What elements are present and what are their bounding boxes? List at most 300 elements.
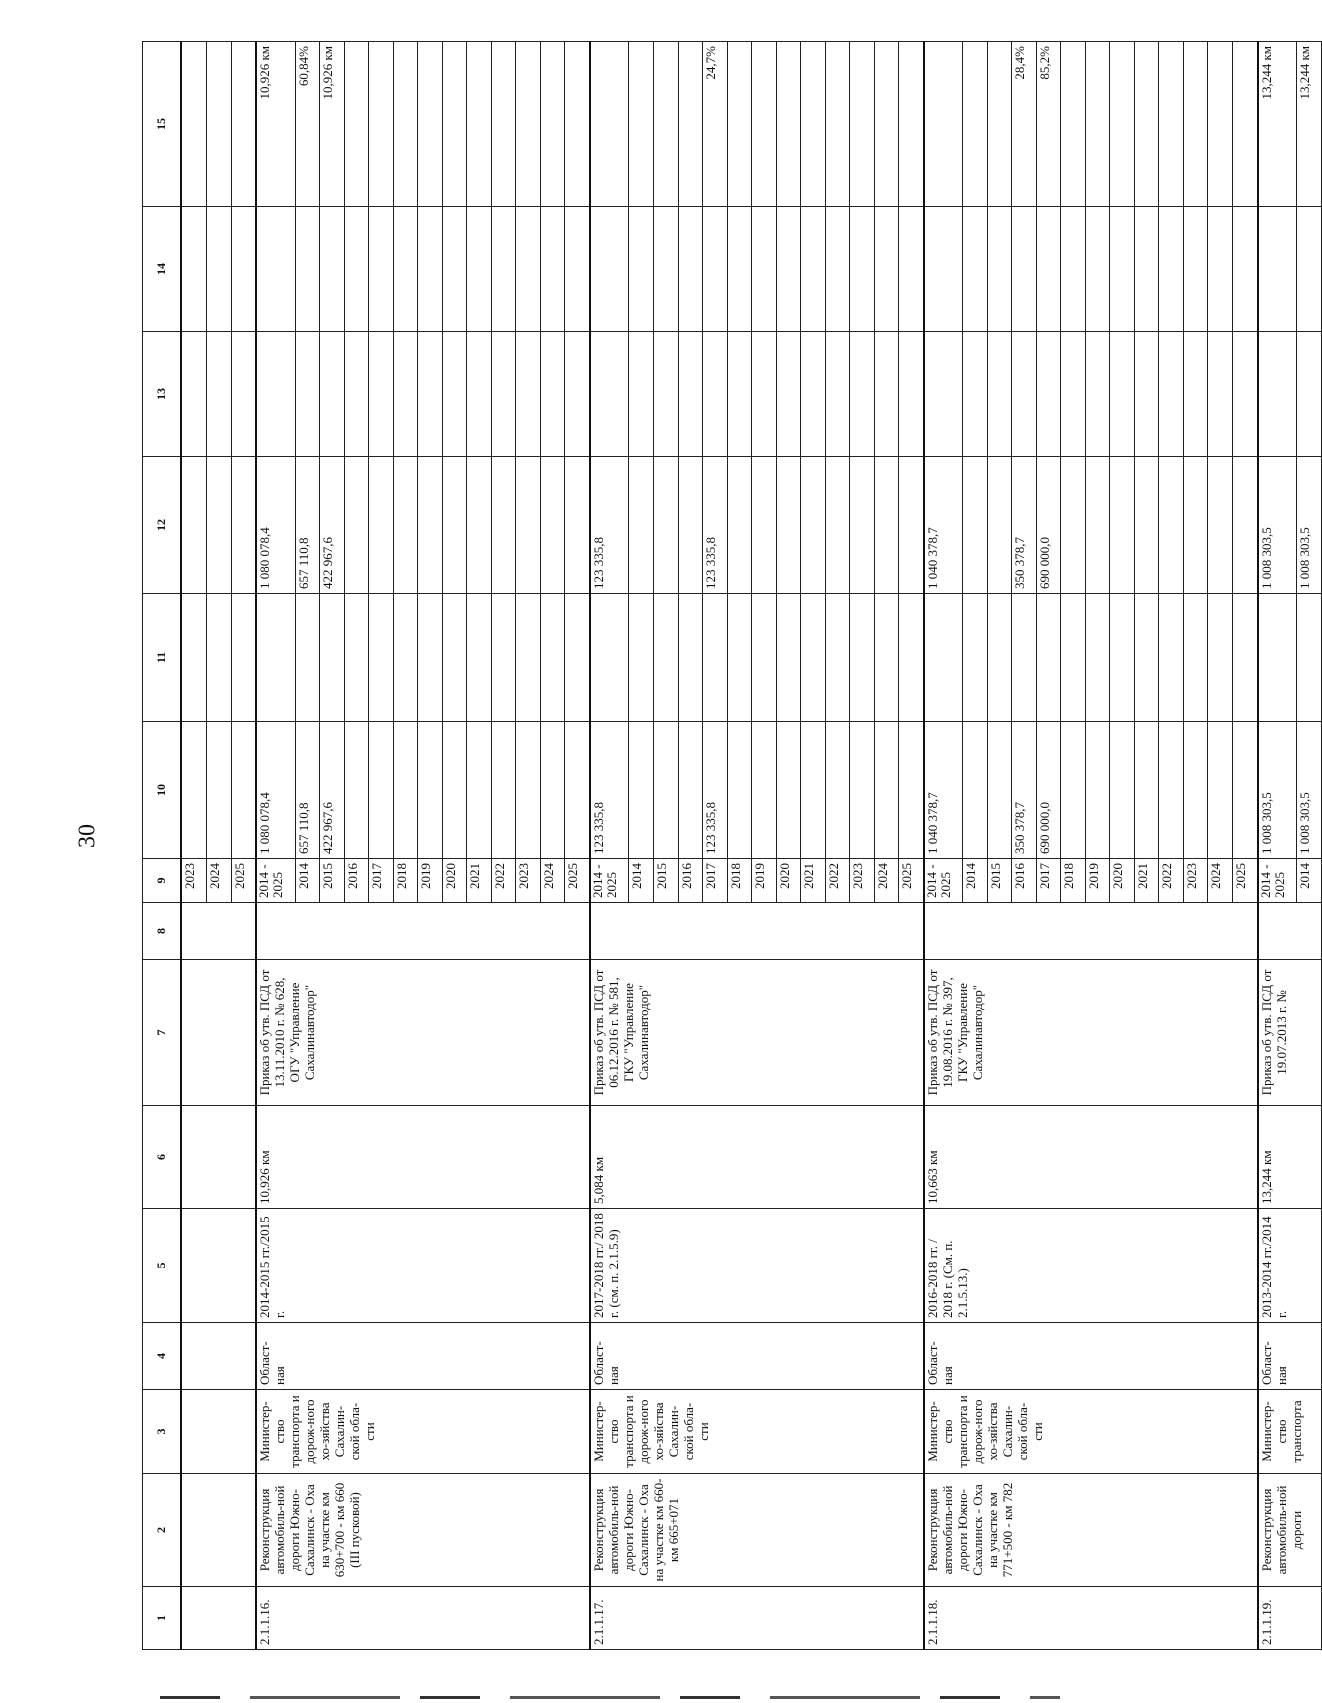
value-cell bbox=[801, 722, 826, 859]
value-cell bbox=[590, 332, 629, 457]
value-cell bbox=[442, 457, 467, 594]
result-cell: 10,926 км bbox=[320, 42, 345, 207]
page-number: 30 bbox=[74, 824, 101, 848]
carry-cell bbox=[181, 1390, 256, 1474]
value-cell: 1 080 078,4 bbox=[256, 722, 295, 859]
value-cell bbox=[678, 722, 703, 859]
year-cell: 2025 bbox=[899, 859, 924, 903]
value-cell bbox=[1134, 332, 1159, 457]
year-cell: 2020 bbox=[442, 859, 467, 903]
value-cell bbox=[1085, 332, 1110, 457]
result-cell: 13,244 км bbox=[1297, 42, 1322, 207]
header-cell: 1 bbox=[143, 1587, 182, 1650]
value-cell bbox=[540, 594, 565, 722]
value-cell bbox=[207, 207, 232, 332]
value-cell: 690 000,0 bbox=[1036, 722, 1061, 859]
value-cell bbox=[653, 457, 678, 594]
value-cell bbox=[1159, 722, 1184, 859]
value-cell bbox=[1297, 207, 1322, 332]
value-cell: 1 040 378,7 bbox=[924, 722, 963, 859]
value-cell bbox=[467, 457, 492, 594]
value-cell bbox=[540, 332, 565, 457]
year-cell: 2024 bbox=[540, 859, 565, 903]
value-cell bbox=[320, 332, 345, 457]
table-body bbox=[181, 42, 1321, 1650]
value-cell bbox=[418, 722, 443, 859]
program-table bbox=[142, 41, 1322, 1650]
value-cell bbox=[369, 332, 394, 457]
value-cell bbox=[1110, 594, 1135, 722]
value-cell bbox=[1036, 207, 1061, 332]
value-cell bbox=[629, 594, 654, 722]
item-period: 2014-2015 гг./2015 г. bbox=[256, 1209, 590, 1323]
value-cell bbox=[181, 594, 206, 722]
item-period: 2013-2014 гг./2014 г. bbox=[1258, 1209, 1322, 1323]
value-cell bbox=[678, 207, 703, 332]
table-row bbox=[256, 42, 295, 1650]
value-cell bbox=[369, 594, 394, 722]
table-row bbox=[590, 42, 629, 1650]
value-cell bbox=[1134, 594, 1159, 722]
scan-edge-line bbox=[160, 1696, 1060, 1699]
item-ministry: Министер-ство транспорта и дорож-ного хо-зяйства Сахалин-ской обла-сти bbox=[590, 1390, 924, 1474]
year-cell: 2018 bbox=[727, 859, 752, 903]
value-cell bbox=[703, 332, 728, 457]
item-period: 2016-2018 гг. / 2018 г. (См. п. 2.1.5.13.) bbox=[924, 1209, 1258, 1323]
value-cell bbox=[874, 594, 899, 722]
value-cell: 657 110,8 bbox=[295, 722, 320, 859]
value-cell bbox=[703, 594, 728, 722]
item-level: Област-ная bbox=[1258, 1323, 1322, 1390]
value-cell bbox=[629, 457, 654, 594]
value-cell bbox=[565, 594, 590, 722]
value-cell bbox=[1297, 594, 1322, 722]
year-cell: 2023 bbox=[1183, 859, 1208, 903]
value-cell bbox=[1110, 332, 1135, 457]
header-cell: 7 bbox=[143, 960, 182, 1106]
value-cell bbox=[801, 457, 826, 594]
result-cell bbox=[540, 42, 565, 207]
item-level: Област-ная bbox=[590, 1323, 924, 1390]
result-cell bbox=[850, 42, 875, 207]
value-cell bbox=[369, 207, 394, 332]
value-cell bbox=[256, 594, 295, 722]
result-cell bbox=[344, 42, 369, 207]
item-document: Приказ об утв. ПСД от 06.12.2016 г. № 581, ГКУ "Управление Сахалинавтодор" bbox=[590, 960, 924, 1106]
value-cell bbox=[703, 207, 728, 332]
value-cell bbox=[491, 594, 516, 722]
value-cell bbox=[295, 332, 320, 457]
value-cell bbox=[1012, 594, 1037, 722]
value-cell bbox=[850, 332, 875, 457]
year-cell: 2024 bbox=[874, 859, 899, 903]
value-cell bbox=[1208, 457, 1233, 594]
value-cell bbox=[256, 332, 295, 457]
value-cell: 123 335,8 bbox=[703, 457, 728, 594]
value-cell bbox=[678, 457, 703, 594]
value-cell bbox=[1208, 722, 1233, 859]
year-cell: 2021 bbox=[801, 859, 826, 903]
item-number: 2.1.1.16. bbox=[256, 1587, 590, 1650]
value-cell bbox=[899, 332, 924, 457]
value-cell: 657 110,8 bbox=[295, 457, 320, 594]
value-cell bbox=[393, 457, 418, 594]
value-cell bbox=[344, 594, 369, 722]
table-row bbox=[1258, 42, 1297, 1650]
value-cell bbox=[874, 207, 899, 332]
year-cell: 2021 bbox=[1134, 859, 1159, 903]
value-cell bbox=[1061, 722, 1086, 859]
result-cell bbox=[393, 42, 418, 207]
value-cell bbox=[467, 332, 492, 457]
value-cell bbox=[516, 207, 541, 332]
year-cell: 2014 - 2025 bbox=[590, 859, 629, 903]
value-cell bbox=[344, 722, 369, 859]
value-cell bbox=[963, 207, 988, 332]
item-period: 2017-2018 гг./ 2018 г. (см. п. 2.1.5.9) bbox=[590, 1209, 924, 1323]
result-cell: 24,7% bbox=[703, 42, 728, 207]
value-cell bbox=[418, 594, 443, 722]
year-cell: 2020 bbox=[776, 859, 801, 903]
value-cell bbox=[801, 332, 826, 457]
value-cell: 1 008 303,5 bbox=[1258, 457, 1297, 594]
value-cell bbox=[899, 594, 924, 722]
value-cell bbox=[516, 457, 541, 594]
result-cell bbox=[987, 42, 1012, 207]
value-cell bbox=[1061, 594, 1086, 722]
year-cell: 2023 bbox=[850, 859, 875, 903]
value-cell bbox=[590, 594, 629, 722]
value-cell bbox=[850, 207, 875, 332]
value-cell bbox=[1258, 332, 1297, 457]
value-cell bbox=[653, 332, 678, 457]
year-cell: 2021 bbox=[467, 859, 492, 903]
header-cell: 15 bbox=[143, 42, 182, 207]
result-cell bbox=[207, 42, 232, 207]
item-name: Реконструкция автомобиль-ной дороги Южно-Сахалинск - Оха на участке км 660- км 665+071 bbox=[590, 1474, 924, 1587]
value-cell bbox=[181, 457, 206, 594]
value-cell bbox=[1183, 722, 1208, 859]
value-cell: 350 378,7 bbox=[1012, 457, 1037, 594]
header-cell: 14 bbox=[143, 207, 182, 332]
value-cell bbox=[369, 722, 394, 859]
carry-cell bbox=[181, 1474, 256, 1587]
item-ministry: Министер-ство транспорта и дорож-ного хо-зяйства Сахалин-ской обла-сти bbox=[256, 1390, 590, 1474]
value-cell bbox=[320, 207, 345, 332]
item-capacity: 10,663 км bbox=[924, 1106, 1258, 1209]
year-cell: 2017 bbox=[703, 859, 728, 903]
year-cell: 2014 bbox=[1297, 859, 1322, 903]
value-cell bbox=[825, 722, 850, 859]
result-cell bbox=[1085, 42, 1110, 207]
value-cell bbox=[1159, 457, 1184, 594]
year-cell: 2014 - 2025 bbox=[924, 859, 963, 903]
item-ministry: Министер-ство транспорта и дорож-ного хо-зяйства Сахалин-ской обла-сти bbox=[924, 1390, 1258, 1474]
value-cell bbox=[1110, 457, 1135, 594]
year-cell: 2017 bbox=[1036, 859, 1061, 903]
year-cell: 2025 bbox=[565, 859, 590, 903]
result-cell bbox=[1159, 42, 1184, 207]
value-cell bbox=[393, 207, 418, 332]
value-cell bbox=[924, 207, 963, 332]
value-cell bbox=[1085, 457, 1110, 594]
header-row bbox=[143, 42, 182, 1650]
value-cell bbox=[1134, 207, 1159, 332]
year-cell: 2022 bbox=[1159, 859, 1184, 903]
value-cell bbox=[1061, 207, 1086, 332]
value-cell bbox=[629, 332, 654, 457]
value-cell bbox=[825, 207, 850, 332]
value-cell bbox=[181, 332, 206, 457]
value-cell bbox=[320, 594, 345, 722]
result-cell bbox=[590, 42, 629, 207]
result-cell bbox=[752, 42, 777, 207]
result-cell bbox=[1110, 42, 1135, 207]
value-cell bbox=[752, 457, 777, 594]
year-cell: 2014 bbox=[963, 859, 988, 903]
value-cell bbox=[752, 594, 777, 722]
year-cell: 2022 bbox=[491, 859, 516, 903]
value-cell bbox=[825, 594, 850, 722]
year-cell: 2019 bbox=[418, 859, 443, 903]
result-cell bbox=[874, 42, 899, 207]
value-cell: 1 008 303,5 bbox=[1297, 722, 1322, 859]
year-cell: 2014 bbox=[629, 859, 654, 903]
value-cell bbox=[442, 594, 467, 722]
value-cell bbox=[1258, 594, 1297, 722]
value-cell bbox=[442, 722, 467, 859]
result-cell: 85,2% bbox=[1036, 42, 1061, 207]
year-cell: 2018 bbox=[393, 859, 418, 903]
header-cell: 8 bbox=[143, 903, 182, 960]
item-col8 bbox=[1258, 903, 1322, 960]
value-cell bbox=[231, 722, 256, 859]
year-cell: 2023 bbox=[516, 859, 541, 903]
value-cell bbox=[1012, 332, 1037, 457]
header-cell: 13 bbox=[143, 332, 182, 457]
header-cell: 2 bbox=[143, 1474, 182, 1587]
result-cell bbox=[516, 42, 541, 207]
value-cell bbox=[491, 457, 516, 594]
result-cell bbox=[899, 42, 924, 207]
value-cell bbox=[1183, 207, 1208, 332]
value-cell: 123 335,8 bbox=[590, 457, 629, 594]
rotated-table-container bbox=[142, 42, 1322, 1650]
value-cell bbox=[1183, 332, 1208, 457]
result-cell bbox=[1232, 42, 1257, 207]
value-cell: 123 335,8 bbox=[703, 722, 728, 859]
value-cell bbox=[207, 722, 232, 859]
year-cell: 2014 - 2025 bbox=[256, 859, 295, 903]
value-cell bbox=[540, 207, 565, 332]
value-cell: 1 080 078,4 bbox=[256, 457, 295, 594]
carry-cell bbox=[181, 1323, 256, 1390]
result-cell: 60,84% bbox=[295, 42, 320, 207]
value-cell bbox=[874, 332, 899, 457]
value-cell bbox=[653, 594, 678, 722]
result-cell bbox=[1183, 42, 1208, 207]
value-cell: 690 000,0 bbox=[1036, 457, 1061, 594]
value-cell bbox=[565, 457, 590, 594]
item-col8 bbox=[924, 903, 1258, 960]
value-cell bbox=[393, 722, 418, 859]
value-cell bbox=[1232, 332, 1257, 457]
value-cell bbox=[540, 457, 565, 594]
header-cell: 12 bbox=[143, 457, 182, 594]
year-cell: 2023 bbox=[181, 859, 206, 903]
value-cell bbox=[590, 207, 629, 332]
year-cell: 2014 bbox=[295, 859, 320, 903]
result-cell bbox=[678, 42, 703, 207]
value-cell bbox=[825, 457, 850, 594]
year-cell: 2025 bbox=[231, 859, 256, 903]
result-cell bbox=[825, 42, 850, 207]
value-cell bbox=[516, 332, 541, 457]
value-cell: 422 967,6 bbox=[320, 457, 345, 594]
result-cell bbox=[181, 42, 206, 207]
value-cell bbox=[1183, 594, 1208, 722]
value-cell bbox=[752, 332, 777, 457]
value-cell bbox=[801, 594, 826, 722]
value-cell bbox=[1134, 457, 1159, 594]
value-cell bbox=[1159, 207, 1184, 332]
value-cell bbox=[1036, 594, 1061, 722]
carry-cell bbox=[181, 1209, 256, 1323]
value-cell bbox=[924, 594, 963, 722]
result-cell bbox=[924, 42, 963, 207]
result-cell bbox=[801, 42, 826, 207]
value-cell bbox=[678, 594, 703, 722]
value-cell bbox=[231, 594, 256, 722]
value-cell bbox=[516, 722, 541, 859]
result-cell bbox=[467, 42, 492, 207]
value-cell bbox=[1134, 722, 1159, 859]
value-cell: 350 378,7 bbox=[1012, 722, 1037, 859]
result-cell bbox=[491, 42, 516, 207]
value-cell bbox=[1208, 207, 1233, 332]
header-cell: 3 bbox=[143, 1390, 182, 1474]
value-cell bbox=[418, 207, 443, 332]
result-cell: 13,244 км bbox=[1258, 42, 1297, 207]
value-cell bbox=[899, 722, 924, 859]
value-cell bbox=[231, 332, 256, 457]
year-cell: 2016 bbox=[1012, 859, 1037, 903]
value-cell bbox=[1036, 332, 1061, 457]
header-cell: 11 bbox=[143, 594, 182, 722]
value-cell bbox=[629, 722, 654, 859]
value-cell bbox=[850, 594, 875, 722]
carry-cell bbox=[181, 903, 256, 960]
header-cell: 5 bbox=[143, 1209, 182, 1323]
item-document: Приказ об утв. ПСД от 19.08.2016 г. № 397, ГКУ "Управление Сахалинавтодор" bbox=[924, 960, 1258, 1106]
value-cell bbox=[393, 332, 418, 457]
year-cell: 2016 bbox=[344, 859, 369, 903]
value-cell bbox=[752, 722, 777, 859]
item-number: 2.1.1.18. bbox=[924, 1587, 1258, 1650]
value-cell bbox=[653, 722, 678, 859]
table-row bbox=[181, 42, 206, 1650]
result-cell bbox=[629, 42, 654, 207]
item-number: 2.1.1.17. bbox=[590, 1587, 924, 1650]
value-cell bbox=[491, 722, 516, 859]
value-cell bbox=[295, 594, 320, 722]
value-cell: 1 040 378,7 bbox=[924, 457, 963, 594]
result-cell bbox=[963, 42, 988, 207]
value-cell bbox=[467, 722, 492, 859]
value-cell: 123 335,8 bbox=[590, 722, 629, 859]
header-cell: 6 bbox=[143, 1106, 182, 1209]
value-cell bbox=[418, 457, 443, 594]
result-cell bbox=[418, 42, 443, 207]
value-cell bbox=[629, 207, 654, 332]
year-cell: 2019 bbox=[1085, 859, 1110, 903]
item-name: Реконструкция автомобиль-ной дороги Южно-Сахалинск - Оха на участке км 630+700 - км 660 (III пусковой) bbox=[256, 1474, 590, 1587]
value-cell bbox=[899, 457, 924, 594]
value-cell bbox=[1232, 207, 1257, 332]
result-cell bbox=[1208, 42, 1233, 207]
value-cell bbox=[874, 722, 899, 859]
value-cell bbox=[963, 457, 988, 594]
value-cell bbox=[181, 207, 206, 332]
value-cell bbox=[491, 332, 516, 457]
value-cell bbox=[653, 207, 678, 332]
value-cell bbox=[1110, 207, 1135, 332]
year-cell: 2015 bbox=[653, 859, 678, 903]
value-cell bbox=[369, 457, 394, 594]
value-cell bbox=[1232, 722, 1257, 859]
value-cell bbox=[850, 722, 875, 859]
item-ministry: Министер-ство транспорта bbox=[1258, 1390, 1322, 1474]
value-cell bbox=[1159, 332, 1184, 457]
item-col8 bbox=[590, 903, 924, 960]
value-cell bbox=[1232, 457, 1257, 594]
value-cell bbox=[418, 332, 443, 457]
year-cell: 2015 bbox=[987, 859, 1012, 903]
value-cell bbox=[987, 457, 1012, 594]
item-capacity: 13,244 км bbox=[1258, 1106, 1322, 1209]
value-cell bbox=[207, 457, 232, 594]
value-cell bbox=[1085, 594, 1110, 722]
result-cell: 10,926 км bbox=[256, 42, 295, 207]
value-cell bbox=[540, 722, 565, 859]
result-cell bbox=[1134, 42, 1159, 207]
value-cell bbox=[678, 332, 703, 457]
value-cell bbox=[467, 207, 492, 332]
value-cell bbox=[776, 722, 801, 859]
value-cell bbox=[442, 207, 467, 332]
result-cell bbox=[776, 42, 801, 207]
value-cell bbox=[1085, 722, 1110, 859]
result-cell bbox=[1061, 42, 1086, 207]
value-cell bbox=[256, 207, 295, 332]
value-cell bbox=[987, 332, 1012, 457]
item-name: Реконструкция автомобиль-ной дороги Южно-Сахалинск - Оха на участке км 771+500 - км 782 bbox=[924, 1474, 1258, 1587]
value-cell bbox=[442, 332, 467, 457]
value-cell bbox=[727, 332, 752, 457]
value-cell bbox=[1297, 332, 1322, 457]
value-cell bbox=[924, 332, 963, 457]
value-cell bbox=[1085, 207, 1110, 332]
value-cell bbox=[1232, 594, 1257, 722]
carry-cell bbox=[181, 1106, 256, 1209]
value-cell: 1 008 303,5 bbox=[1258, 722, 1297, 859]
value-cell bbox=[565, 207, 590, 332]
year-cell: 2020 bbox=[1110, 859, 1135, 903]
year-cell: 2018 bbox=[1061, 859, 1086, 903]
value-cell bbox=[874, 457, 899, 594]
item-level: Област-ная bbox=[256, 1323, 590, 1390]
year-cell: 2022 bbox=[825, 859, 850, 903]
